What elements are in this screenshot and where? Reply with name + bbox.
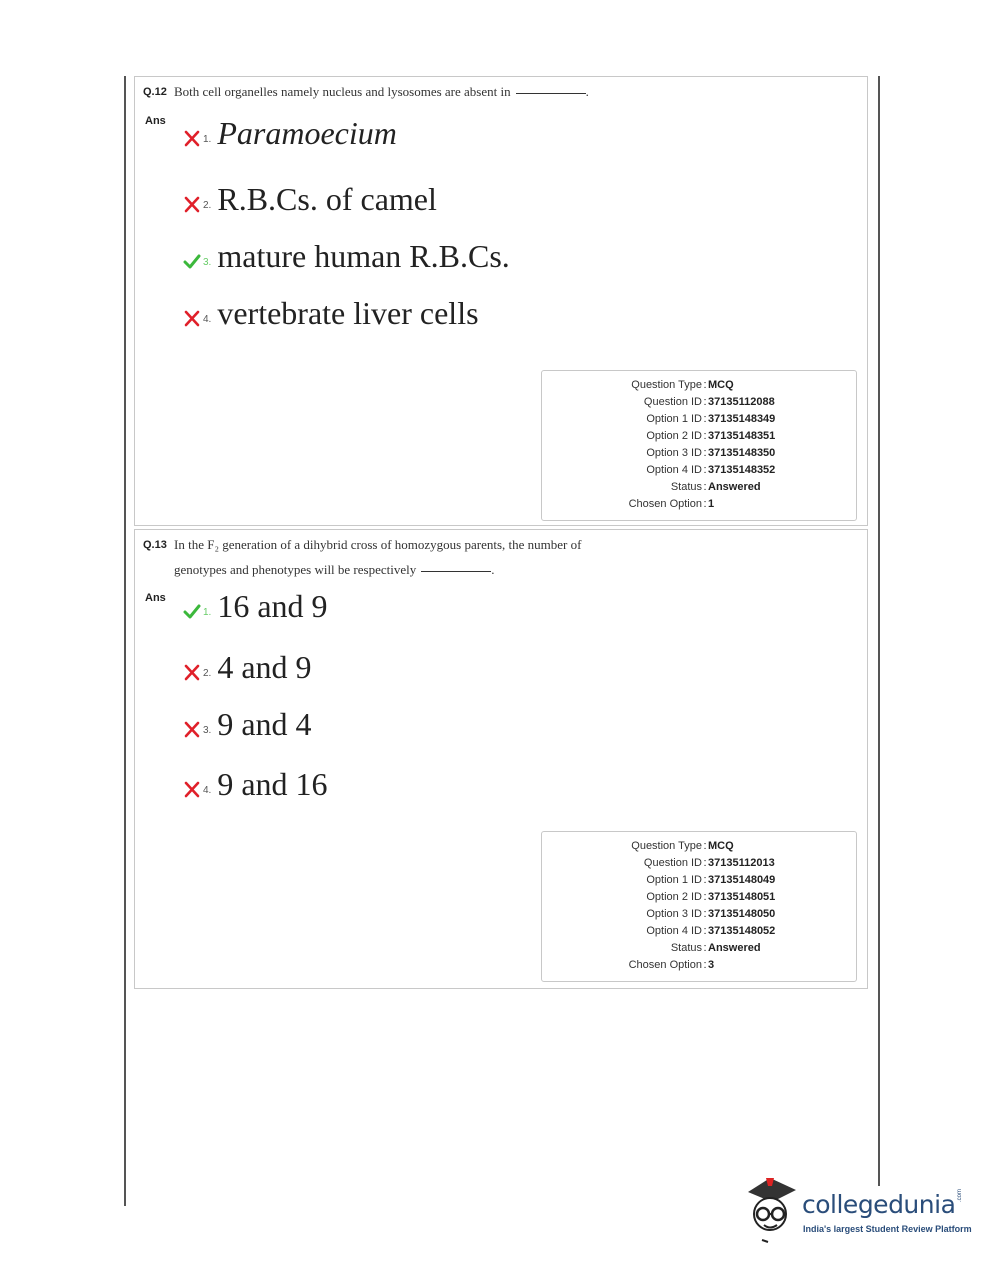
cross-icon — [183, 195, 201, 213]
cross-icon — [183, 129, 201, 147]
info-row: Status : Answered — [542, 479, 856, 496]
info-row: Question ID : 37135112013 — [542, 855, 856, 872]
info-key: Question Type — [631, 840, 702, 852]
option-number: 2. — [203, 668, 212, 679]
question-number: Q.12 — [143, 86, 167, 98]
info-key: Option 3 ID — [646, 447, 702, 459]
question-info-panel — [541, 831, 857, 982]
info-row: Question Type : MCQ — [542, 838, 856, 855]
option-3 — [183, 240, 510, 272]
option-number: 1. — [203, 607, 212, 618]
info-key: Option 4 ID — [646, 464, 702, 476]
info-value: 37135148049 — [708, 874, 776, 886]
option-number: 4. — [203, 314, 212, 325]
info-row: Question Type : MCQ — [542, 377, 856, 394]
info-key: Chosen Option — [628, 959, 702, 971]
info-key: Option 2 ID — [646, 891, 702, 903]
ans-label: Ans — [145, 592, 166, 604]
collegedunia-logo — [740, 1172, 972, 1247]
info-key: Question ID — [643, 857, 702, 869]
info-key: Option 2 ID — [646, 430, 702, 442]
option-text: 9 and 16 — [217, 766, 328, 802]
info-key: Question ID — [643, 396, 702, 408]
option-number: 4. — [203, 785, 212, 796]
check-icon — [183, 602, 201, 620]
logo-tagline: India's largest Student Review Platform — [803, 1224, 972, 1234]
info-row: Question ID : 37135112088 — [542, 394, 856, 411]
info-row: Status : Answered — [542, 940, 856, 957]
question-number: Q.13 — [143, 539, 167, 551]
cross-icon — [183, 309, 201, 327]
option-number: 3. — [203, 725, 212, 736]
question-text-line: Both cell organelles namely nucleus and lysosomes are absent in — [174, 84, 511, 99]
question-block-13 — [134, 529, 868, 989]
info-key: Chosen Option — [628, 498, 702, 510]
info-value: 37135148051 — [708, 891, 776, 903]
info-value: 37135112088 — [708, 396, 775, 408]
page-left-border — [124, 76, 126, 1206]
info-row: Option 3 ID : 37135148350 — [542, 445, 856, 462]
info-row: Option 3 ID : 37135148050 — [542, 906, 856, 923]
info-key: Status — [670, 942, 702, 954]
option-text: 16 and 9 — [217, 588, 328, 624]
check-icon — [183, 252, 201, 270]
mascot-icon — [740, 1172, 800, 1244]
answer-blank — [421, 571, 491, 572]
option-text: R.B.Cs. of camel — [217, 181, 437, 217]
cross-icon — [183, 663, 201, 681]
logo-wordmark: collegedunia — [802, 1190, 956, 1219]
option-text: 4 and 9 — [217, 649, 312, 685]
info-row: Option 4 ID : 37135148052 — [542, 923, 856, 940]
cross-icon — [183, 780, 201, 798]
info-row: Option 4 ID : 37135148352 — [542, 462, 856, 479]
option-number: 3. — [203, 257, 212, 268]
info-key: Option 1 ID — [646, 413, 702, 425]
question-info-panel — [541, 370, 857, 521]
ans-label: Ans — [145, 115, 166, 127]
question-block-12 — [134, 76, 868, 526]
option-text: mature human R.B.Cs. — [217, 238, 510, 274]
info-value: 1 — [708, 498, 715, 510]
option-text: vertebrate liver cells — [217, 295, 479, 331]
question-text — [174, 84, 589, 100]
info-value: 37135148050 — [708, 908, 776, 920]
option-1 — [183, 117, 397, 149]
info-value: 37135148052 — [708, 925, 776, 937]
info-value: 37135148349 — [708, 413, 776, 425]
info-value: 37135148350 — [708, 447, 776, 459]
info-key: Option 4 ID — [646, 925, 702, 937]
question-text-line-2 — [174, 562, 495, 578]
option-number: 1. — [203, 134, 212, 145]
option-text: Paramoecium — [217, 115, 397, 151]
page-right-border — [878, 76, 880, 1186]
info-key: Option 1 ID — [646, 874, 702, 886]
logo-suffix: .com — [957, 1188, 963, 1202]
question-suffix: . — [491, 562, 495, 577]
option-number: 2. — [203, 200, 212, 211]
info-value: 37135112013 — [708, 857, 775, 869]
option-3 — [183, 708, 312, 740]
option-2 — [183, 183, 437, 215]
info-value: MCQ — [708, 379, 734, 391]
info-value: 3 — [708, 959, 715, 971]
option-4 — [183, 297, 479, 329]
info-row: Chosen Option : 3 — [542, 957, 856, 974]
info-value: 37135148351 — [708, 430, 776, 442]
option-4 — [183, 768, 328, 800]
answer-blank — [516, 93, 586, 94]
info-row: Chosen Option : 1 — [542, 496, 856, 513]
question-suffix: . — [585, 84, 589, 99]
option-2 — [183, 651, 312, 683]
info-row: Option 2 ID : 37135148351 — [542, 428, 856, 445]
info-value: 37135148352 — [708, 464, 776, 476]
info-key: Option 3 ID — [646, 908, 702, 920]
cross-icon — [183, 720, 201, 738]
option-text: 9 and 4 — [217, 706, 312, 742]
question-text-line-1: In the F₂ generation of a dihybrid cross of homozygous parents, the number of — [174, 537, 582, 552]
info-value: Answered — [708, 481, 761, 493]
question-text-line: genotypes and phenotypes will be respectively — [174, 562, 417, 577]
info-value: MCQ — [708, 840, 734, 852]
info-key: Question Type — [631, 379, 702, 391]
info-row: Option 1 ID : 37135148049 — [542, 872, 856, 889]
info-row: Option 2 ID : 37135148051 — [542, 889, 856, 906]
info-row: Option 1 ID : 37135148349 — [542, 411, 856, 428]
info-value: Answered — [708, 942, 761, 954]
option-1 — [183, 590, 328, 622]
info-key: Status — [670, 481, 702, 493]
